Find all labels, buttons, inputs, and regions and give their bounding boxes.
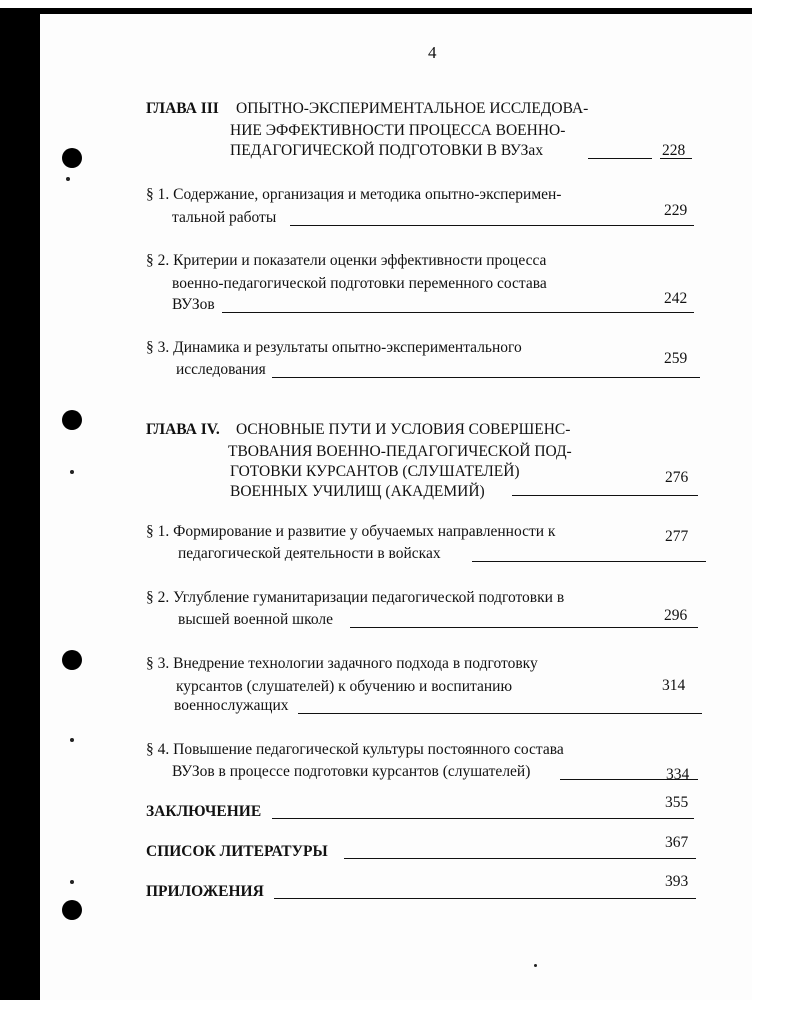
section-title-line: § 1. Содержание, организация и методика опытно-эксперимен-	[146, 186, 562, 203]
chapter-title-line: ОСНОВНЫЕ ПУТИ И УСЛОВИЯ СОВЕРШЕНС-	[236, 421, 571, 438]
punch-hole	[62, 900, 82, 920]
leader-line	[298, 713, 702, 714]
chapter-title-line: ОПЫТНО-ЭКСПЕРИМЕНТАЛЬНОЕ ИССЛЕДОВА-	[236, 100, 589, 117]
scan-border	[752, 0, 792, 1020]
section-title-line: ВУЗов	[172, 296, 215, 313]
section-title-line: высшей военной школе	[178, 611, 333, 628]
leader-line	[350, 627, 698, 628]
toc-entry-appendices: ПРИЛОЖЕНИЯ	[146, 883, 264, 900]
page-ref: 228	[662, 142, 686, 159]
leader-line	[344, 858, 696, 859]
section-title-line: исследования	[176, 361, 266, 378]
scan-border	[0, 1000, 792, 1020]
scan-speck	[70, 738, 74, 742]
punch-hole	[62, 410, 82, 430]
leader-line	[272, 377, 700, 378]
section-title-line: курсантов (слушателей) к обучению и воспитанию	[176, 678, 513, 695]
section-title-line: военно-педагогической подготовки переменного состава	[172, 275, 547, 292]
scan-speck	[70, 470, 74, 474]
scan-speck	[66, 177, 70, 181]
page-ref: 334	[666, 766, 690, 783]
section-title-line: тальной работы	[172, 209, 277, 226]
leader-line	[290, 225, 694, 226]
leader-line	[274, 898, 696, 899]
chapter-title-line: ПЕДАГОГИЧЕСКОЙ ПОДГОТОВКИ В ВУЗах	[230, 142, 544, 159]
chapter-title-line: ВОЕННЫХ УЧИЛИЩ (АКАДЕМИЙ)	[230, 483, 485, 500]
punch-hole	[62, 148, 82, 168]
page-ref: 242	[664, 290, 688, 307]
leader-line	[222, 312, 694, 313]
section-title-line: § 1. Формирование и развитие у обучаемых направленности к	[146, 523, 556, 540]
page-ref: 229	[664, 202, 688, 219]
scan-speck	[70, 880, 74, 884]
chapter-title-line: ГОТОВКИ КУРСАНТОВ (СЛУШАТЕЛЕЙ)	[230, 463, 520, 480]
section-title-line: § 2. Углубление гуманитаризации педагогической подготовки в	[146, 589, 565, 606]
scan-speck	[534, 964, 537, 967]
leader-line	[512, 495, 698, 496]
section-title-line: § 2. Критерии и показатели оценки эффективности процесса	[146, 252, 547, 269]
section-title-line: педагогической деятельности в войсках	[178, 545, 441, 562]
page-ref: 355	[665, 794, 689, 811]
section-title-line: ВУЗов в процессе подготовки курсантов (слушателей)	[172, 763, 531, 780]
chapter-title-line: ТВОВАНИЯ ВОЕННО-ПЕДАГОГИЧЕСКОЙ ПОД-	[228, 443, 572, 460]
page-ref: 259	[664, 350, 688, 367]
leader-line	[588, 158, 652, 159]
chapter-label: ГЛАВА IV.	[146, 421, 220, 438]
punch-hole	[62, 650, 82, 670]
section-title-line: военнослужащих	[174, 697, 289, 714]
page-ref: 296	[664, 607, 688, 624]
section-title-line: § 3. Динамика и результаты опытно-экспериментального	[146, 339, 522, 356]
leader-line	[472, 561, 706, 562]
page-ref: 314	[662, 677, 686, 694]
toc-entry-references: СПИСОК ЛИТЕРАТУРЫ	[146, 843, 328, 860]
chapter-title-line: НИЕ ЭФФЕКТИВНОСТИ ПРОЦЕССА ВОЕННО-	[230, 122, 566, 139]
chapter-label: ГЛАВА III	[146, 100, 219, 117]
section-title-line: § 3. Внедрение технологии задачного подхода в подготовку	[146, 655, 538, 672]
scan-border	[0, 0, 792, 8]
page-ref: 277	[665, 528, 689, 545]
page-ref: 367	[665, 834, 689, 851]
section-title-line: § 4. Повышение педагогической культуры постоянного состава	[146, 741, 564, 758]
page-ref: 393	[665, 873, 689, 890]
leader-line	[272, 818, 694, 819]
page-number: 4	[428, 43, 437, 62]
toc-entry-conclusion: ЗАКЛЮЧЕНИЕ	[146, 803, 262, 820]
page-ref: 276	[665, 469, 689, 486]
